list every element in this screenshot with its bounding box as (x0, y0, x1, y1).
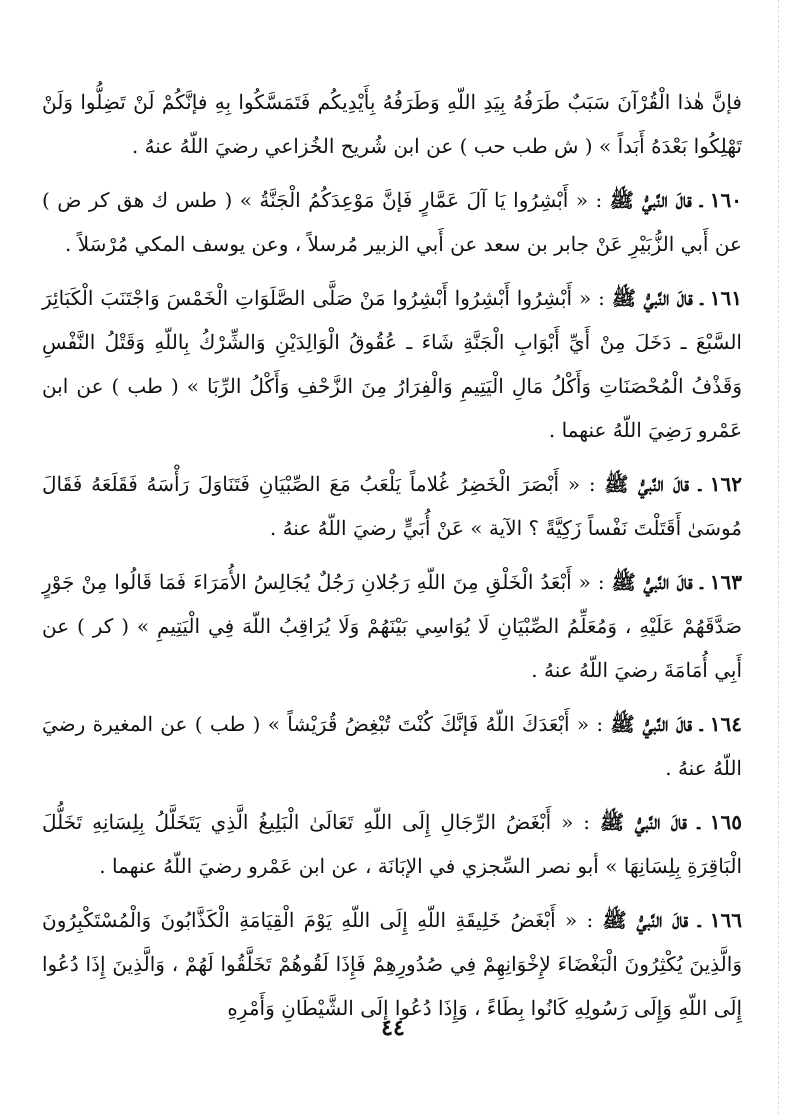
hadith-161 (42, 276, 742, 452)
hadith-number: ١٦٠ (709, 188, 743, 212)
hadith-164 (42, 702, 742, 790)
hadith-text: : « أَبْشِرُوا يَا آلَ عَمَّارٍ فَإنَّ مَوْعِدَكُمُ الْجَنَّةُ » ( طس ك هق كر ض ) عن أَبي الزُّبَيْرِ عَنْ جابر بن سعد عن أَبي الزبير مُرسلاً ، وعن يوسف المكي مُرْسَلاً . (42, 188, 742, 256)
hadith-number: ١٦٣ (709, 570, 743, 594)
hadith-166 (42, 898, 742, 1030)
hadith-label: ـ قالَ النَّبيُّ ﷺ (599, 810, 700, 834)
page-body (42, 80, 743, 1020)
page-number: ٤٤ (381, 1015, 405, 1041)
paragraph-text: فإنَّ هٰذا الْقُرْآنَ سَبَبٌ طَرَفُهُ بِيَدِ اللّهِ وَطَرَفُهُ بِأَيْدِيكُم فَتَمَسَّكُوا بِهِ فإنَّكُمْ لَنْ تَضِلُّوا وَلَنْ تَهْلِكُوا بَعْدَهُ أَبَداً » ( ش طب حب ) عن ابن شُريح الخُزاعي رضيَ اللّهُ عنهُ . (42, 90, 742, 158)
hadith-text: : « أَبْصَرَ الْخَضِرُ غُلاماً يَلْعَبُ مَعَ الصِّبْيَانِ فَتَنَاوَلَ رَأْسَهُ فَقَلَعَهُ فَقَالَ مُوسَىٰ أَقَتَلْتَ نَفْساً زَكِيَّةً ؟ الآية » عَنْ أُبَيٍّ رضيَ اللّهُ عنهُ . (42, 472, 742, 540)
hadith-165 (42, 800, 742, 888)
hadith-label: ـ قالَ النَّبيُّ ﷺ (611, 570, 703, 594)
page-edge-divider (778, 0, 779, 1114)
hadith-163 (42, 560, 742, 692)
hadith-number: ١٦٦ (709, 908, 743, 932)
hadith-number: ١٦٥ (709, 810, 743, 834)
hadith-label: ـ قالَ النَّبيُّ ﷺ (610, 712, 703, 736)
hadith-number: ١٦٢ (709, 472, 743, 496)
hadith-text: : « أَبْعَدُ الْخَلْقِ مِنَ اللّهِ رَجُلانِ رَجُلٌ يُجَالِسُ الأُمَرَاءَ فَمَا قَالُوا مِنْ جَوْرٍ صَدَّقَهُمْ عَلَيْهِ ، وَمُعَلِّمُ الصِّبْيَانِ لَا يُوَاسِي بَيْنَهُمْ وَلَا يُرَاقِبُ اللّهَ فِي الْيَتِيمِ » ( كر ) عن أَبِي أُمَامَةَ رضيَ اللّهُ عنهُ . (42, 570, 742, 682)
hadith-label: ـ قالَ النَّبيُّ ﷺ (609, 188, 703, 212)
hadith-text: : « أَبْعَدَكَ اللّهُ فَإنَّكَ كُنْتَ تُبْغِضُ قُرَيْشاً » ( طب ) عن المغيرة رضيَ اللّهُ عنهُ . (42, 712, 742, 780)
hadith-162 (42, 462, 742, 550)
paragraph-continuation (42, 80, 742, 168)
hadith-160 (42, 178, 742, 266)
hadith-text: : « أَبْغَضُ خَلِيقَةِ اللّهِ إِلَى اللّهِ يَوْمَ الْقِيَامَةِ الْكَذَّابُونَ وَالْمُسْتَكْبِرُونَ وَالَّذِينَ يُكْثِرُونَ الْبَغْضَاءَ لإِخْوَانِهِمْ فِي صُدُورِهِمْ فَإِذَا لَقُوهُمْ تَخَلَّقُوا لَهُمْ ، وَالَّذِينَ إِذَا دُعُوا إِلَى اللّهِ وَإِلَى رَسُولِهِ كَانُوا بِطَاءً ، وَإِذَا دُعُوا إِلَى الشَّيْطَانِ وَأَمْرِهِ (42, 908, 742, 1020)
hadith-label: ـ قالَ النَّبيُّ ﷺ (611, 286, 703, 310)
hadith-label: ـ قالَ النَّبيُّ ﷺ (602, 908, 701, 932)
hadith-number: ١٦١ (709, 286, 743, 310)
hadith-text: : « أَبْغَضُ الرِّجَالِ إِلَى اللّهِ تَعَالَىٰ الْبَلِيغُ الَّذِي يَتَخَلَّلُ بِلِسَانِهِ تَخَلُّلَ الْبَاقِرَةِ بِلِسَانِهَا » أبو نصر السِّجزي في الإبَانَة ، عن ابن عَمْرو رضيَ اللّهُ عنهما . (42, 810, 742, 878)
hadith-label: ـ قالَ النَّبيُّ ﷺ (604, 472, 701, 496)
hadith-number: ١٦٤ (709, 712, 743, 736)
hadith-text: : « أَبْشِرُوا أَبْشِرُوا أَبْشِرُوا مَنْ صَلَّى الصَّلَوَاتِ الْخَمْسَ وَاجْتَنَبَ الْكَبَائِرَ السَّبْعَ ـ دَخَلَ مِنْ أَيِّ أَبْوَابِ الْجَنَّةِ شَاءَ ـ عُقُوقُ الْوَالِدَيْنِ وَالشِّرْكُ بِاللّهِ وَقَتْلُ النَّفْسِ وَقَذْفُ الْمُحْصَنَاتِ وَأَكْلُ مَالِ الْيَتِيمِ وَالْفِرَارُ مِنَ الزَّحْفِ وَأَكْلُ الرِّبَا » ( طب ) عن ابن عَمْرو رَضِيَ اللّهُ عنهما . (42, 286, 742, 442)
